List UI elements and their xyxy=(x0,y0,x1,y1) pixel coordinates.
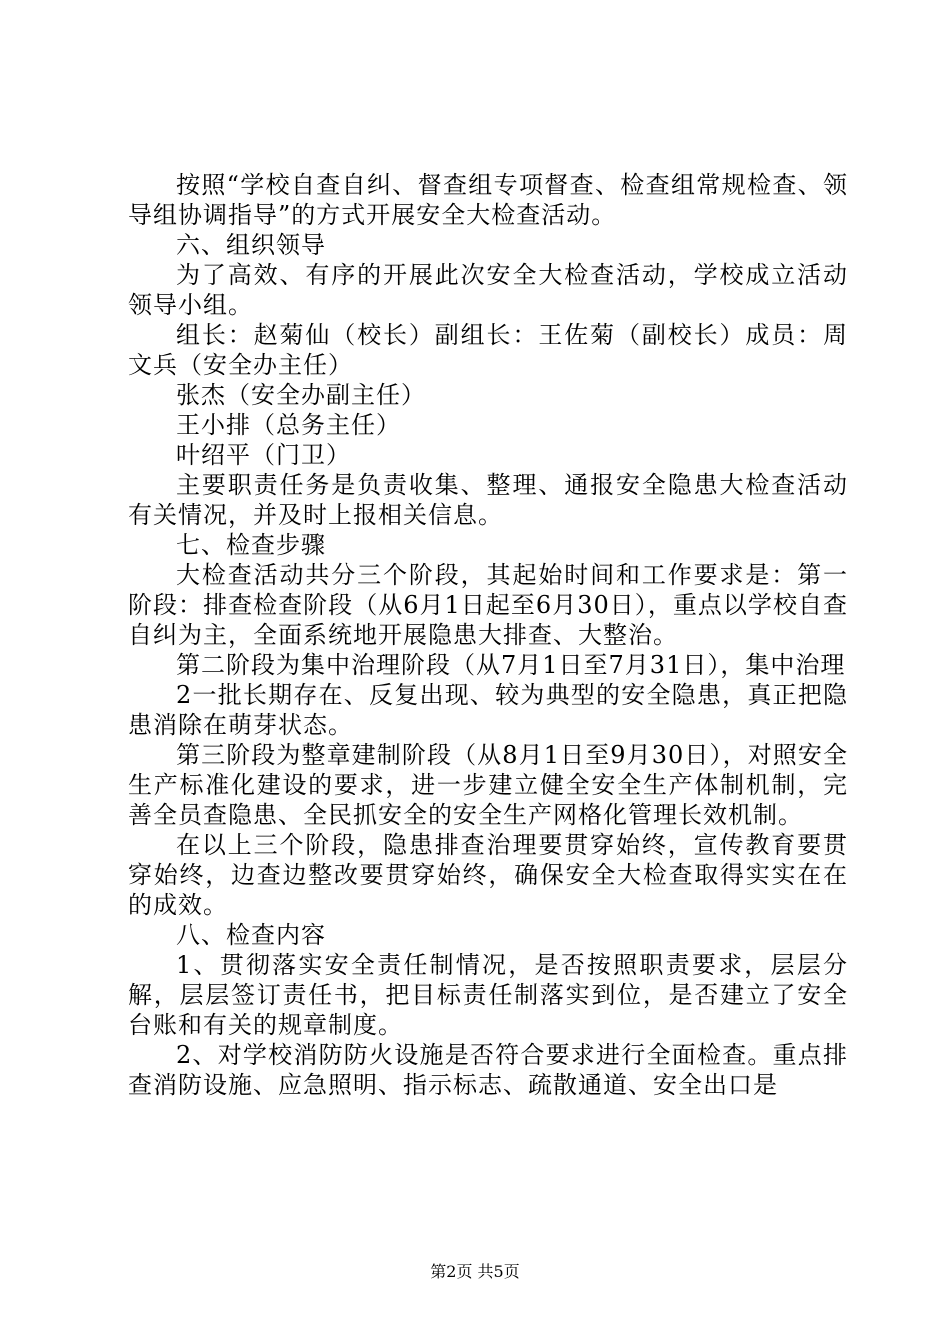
paragraph-phase-two: 第二阶段为集中治理阶段（从7月1日至7月31日），集中治理 xyxy=(176,651,846,679)
paragraph-item-two: 2、对学校消防防火设施是否符合要求进行全面检查。重点排查消防设施、应急照明、指示标志、疏散通道、安全出口是 xyxy=(128,1041,848,1099)
section-heading-content: 八、检查内容 xyxy=(176,921,326,949)
paragraph-member-wang: 王小排（总务主任） xyxy=(176,411,401,439)
section-heading-steps: 七、检查步骤 xyxy=(176,531,326,559)
paragraph-item-one: 1、贯彻落实安全责任制情况，是否按照职责要求，层层分解，层层签订责任书，把目标责任制落实到位，是否建立了安全台账和有关的规章制度。 xyxy=(128,951,848,1039)
document-body xyxy=(128,170,848,1100)
paragraph-leadership-group: 为了高效、有序的开展此次安全大检查活动，学校成立活动领导小组。 xyxy=(128,261,848,319)
paragraph-phase-one: 大检查活动共分三个阶段，其起始时间和工作要求是：第一阶段：排查检查阶段（从6月1日起至6月30日），重点以学校自查自纠为主，全面系统地开展隐患大排查、大整治。 xyxy=(128,561,848,649)
paragraph-member-ye: 叶绍平（门卫） xyxy=(176,441,351,469)
paragraph-group-members: 组长：赵菊仙（校长）副组长：王佐菊（副校长）成员：周文兵（安全办主任） xyxy=(128,321,848,379)
paragraph-throughout: 在以上三个阶段，隐患排查治理要贯穿始终，宣传教育要贯穿始终，边查边整改要贯穿始终，确保安全大检查取得实实在在的成效。 xyxy=(128,831,848,919)
paragraph-phase-two-continued: 2一批长期存在、反复出现、较为典型的安全隐患，真正把隐患消除在萌芽状态。 xyxy=(128,681,848,739)
page-number-footer: 第2页 共5页 xyxy=(430,1262,520,1281)
paragraph-main-duties: 主要职责任务是负责收集、整理、通报安全隐患大检查活动有关情况，并及时上报相关信息。 xyxy=(128,471,848,529)
paragraph-phase-three: 第三阶段为整章建制阶段（从8月1日至9月30日），对照安全生产标准化建设的要求，进一步建立健全安全生产体制机制，完善全员查隐患、全民抓安全的安全生产网格化管理长效机制。 xyxy=(128,741,848,829)
paragraph-member-zhang: 张杰（安全办副主任） xyxy=(176,381,426,409)
section-heading-organization: 六、组织领导 xyxy=(176,231,326,259)
paragraph-inspection-method: 按照“学校自查自纠、督查组专项督查、检查组常规检查、领导组协调指导”的方式开展安全大检查活动。 xyxy=(128,171,848,229)
